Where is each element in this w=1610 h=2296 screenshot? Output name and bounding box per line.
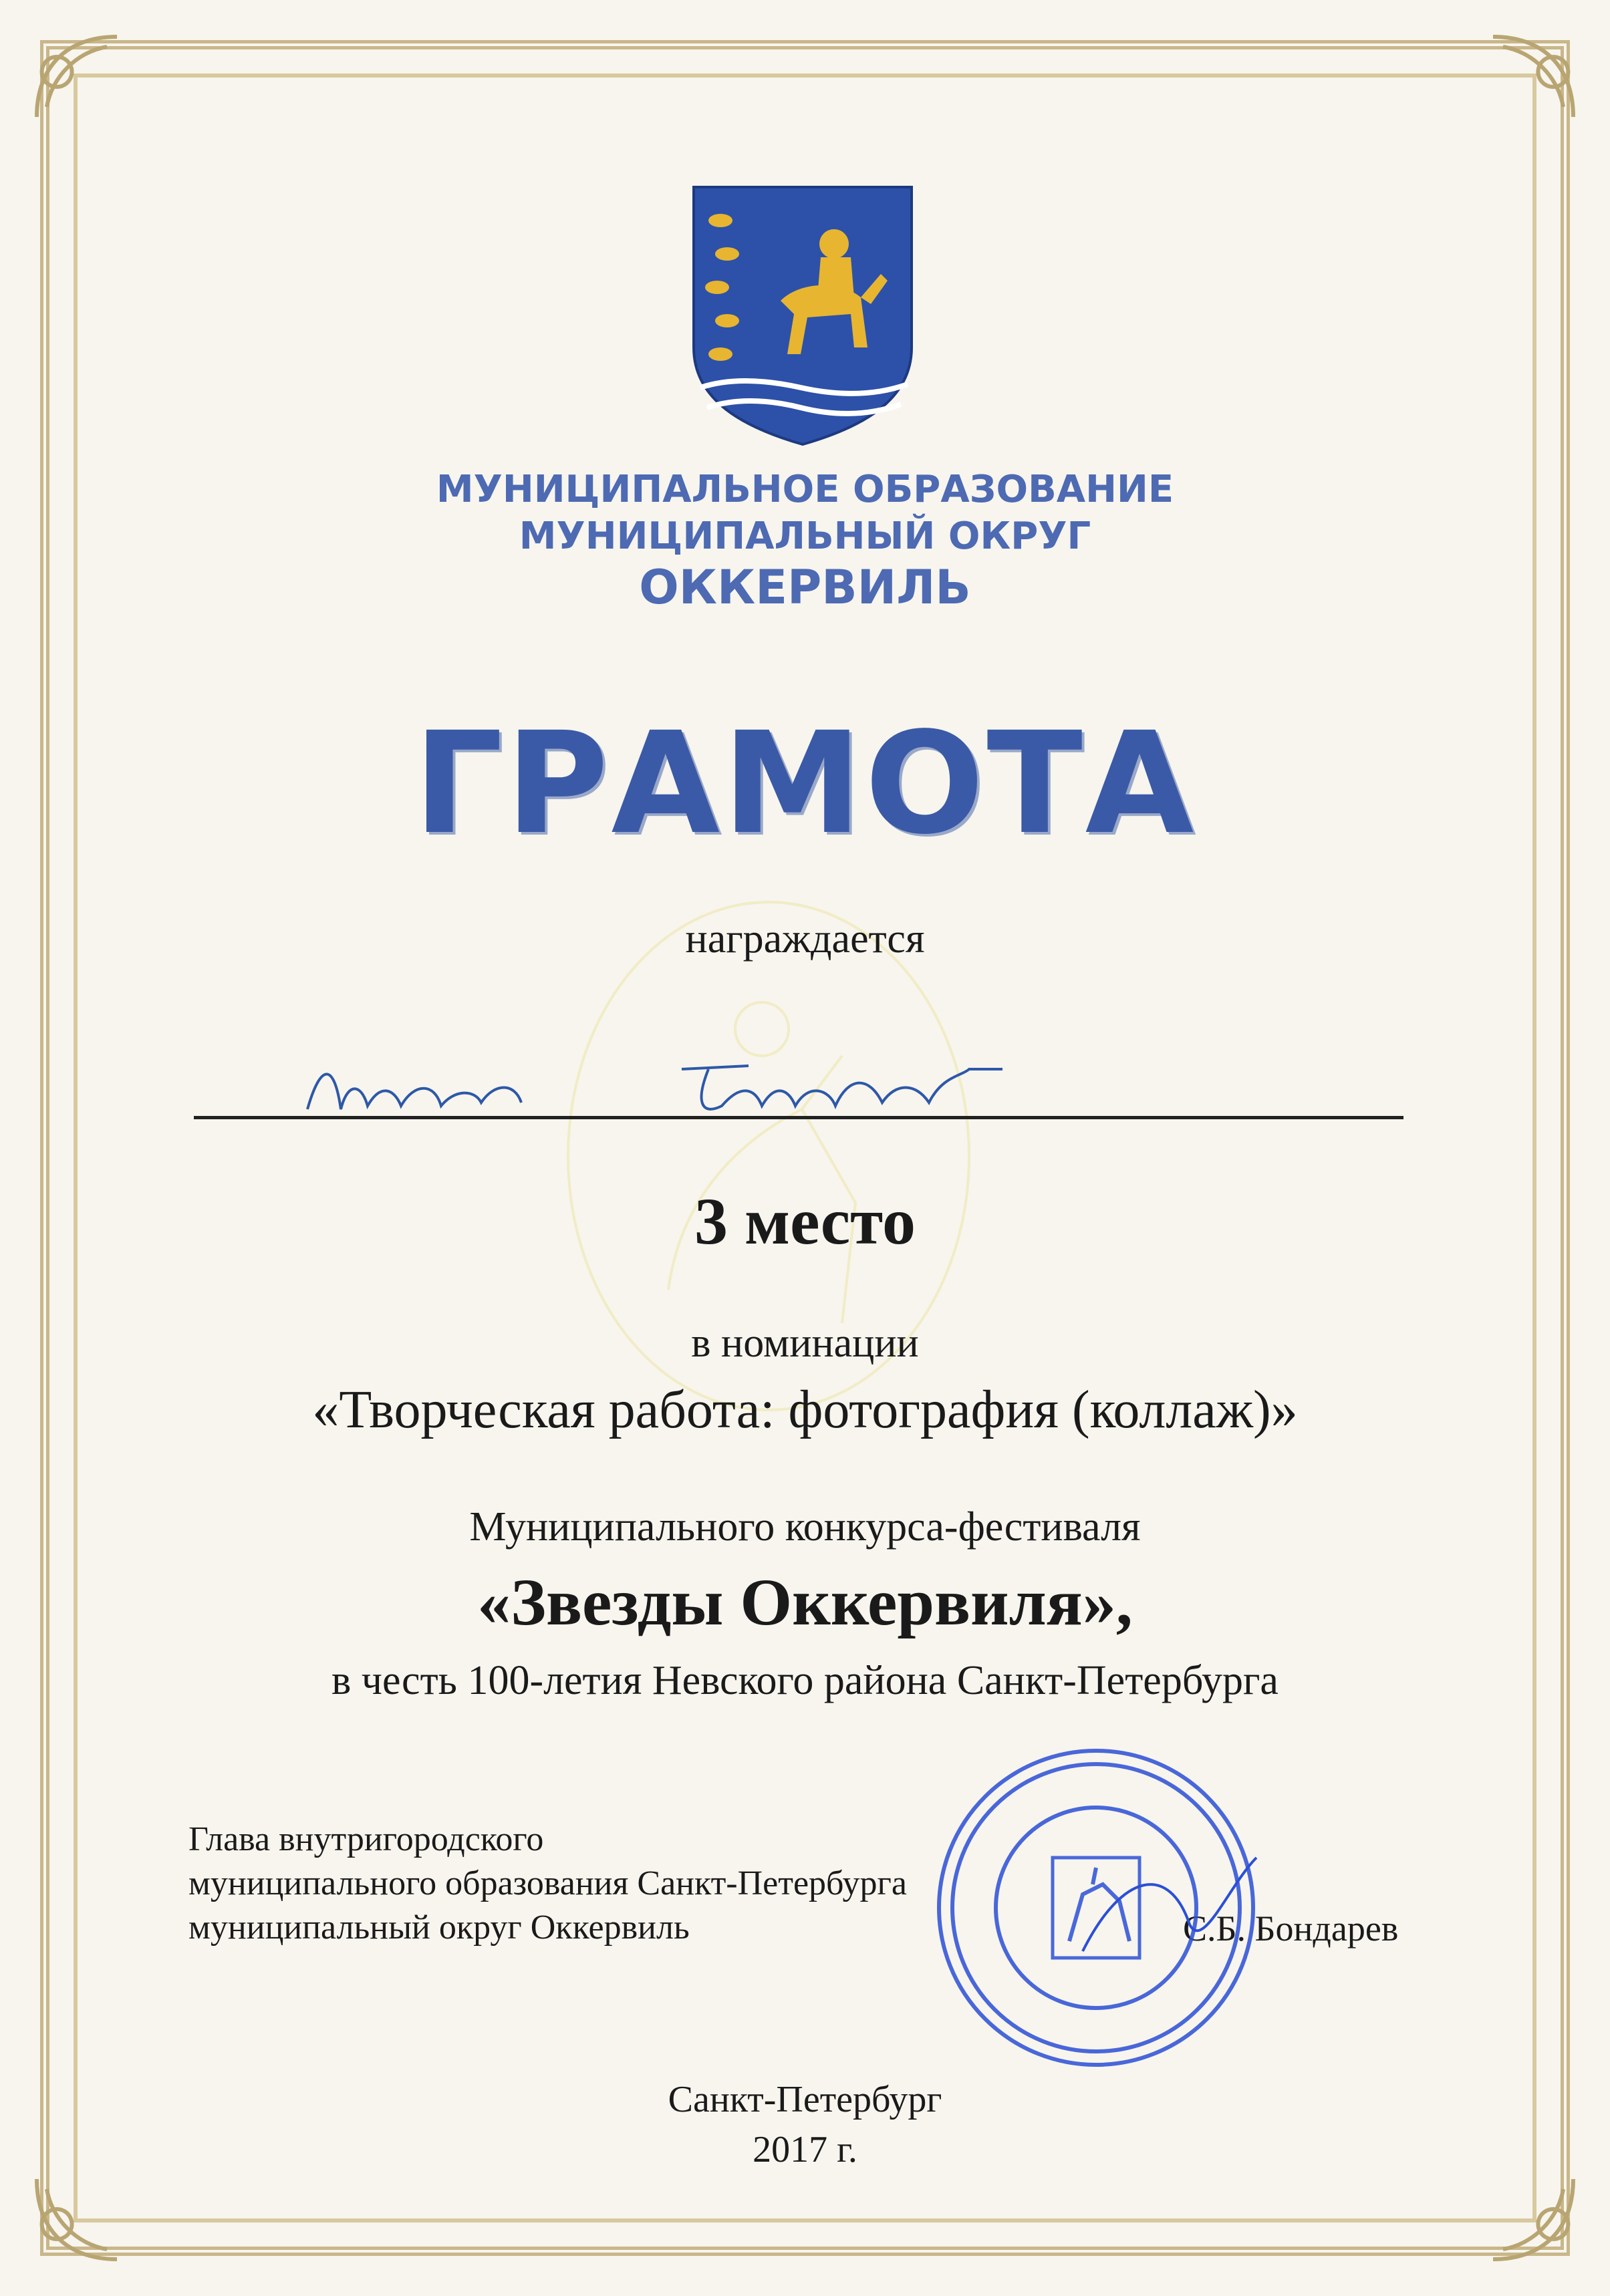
coat-of-arms-icon [687, 180, 918, 448]
signatory-line-3: муниципальный округ Оккервиль [188, 1908, 690, 1947]
contest-subtitle: в честь 100-летия Невского района Санкт-Петербурга [331, 1658, 1279, 1703]
contest-name: «Звезды Оккервиля», [477, 1565, 1133, 1639]
corner-ornament-icon [1483, 27, 1583, 127]
signatory-line-2: муниципального образования Санкт-Петербурга [188, 1864, 907, 1902]
footer-year: 2017 г. [753, 2129, 857, 2170]
corner-ornament-icon [27, 27, 127, 127]
nomination-title: «Творческая работа: фотография (коллаж)» [312, 1381, 1298, 1439]
awarded-label: награждается [685, 916, 925, 962]
recipient-name-line [194, 1116, 1403, 1119]
signatory-title [188, 1818, 907, 1950]
nomination-label: в номинации [691, 1320, 919, 1366]
signatory-name: С.Б. Бондарев [1183, 1908, 1399, 1949]
org-line-3: ОККЕРВИЛЬ [639, 560, 971, 615]
page-title: ГРАМОТА [413, 702, 1197, 865]
corner-ornament-icon [27, 2169, 127, 2269]
footer-city: Санкт-Петербург [668, 2079, 942, 2120]
signatory-line-1: Глава внутригородского [188, 1820, 544, 1858]
corner-ornament-icon [1483, 2169, 1583, 2269]
org-line-1: МУНИЦИПАЛЬНОЕ ОБРАЗОВАНИЕ [436, 468, 1174, 511]
contest-label: Муниципального конкурса-фестиваля [469, 1504, 1141, 1550]
signature-scribble-icon [1069, 1844, 1270, 1978]
place-heading: 3 место [694, 1184, 916, 1258]
org-line-2: МУНИЦИПАЛЬНЫЙ ОКРУГ [519, 515, 1091, 558]
